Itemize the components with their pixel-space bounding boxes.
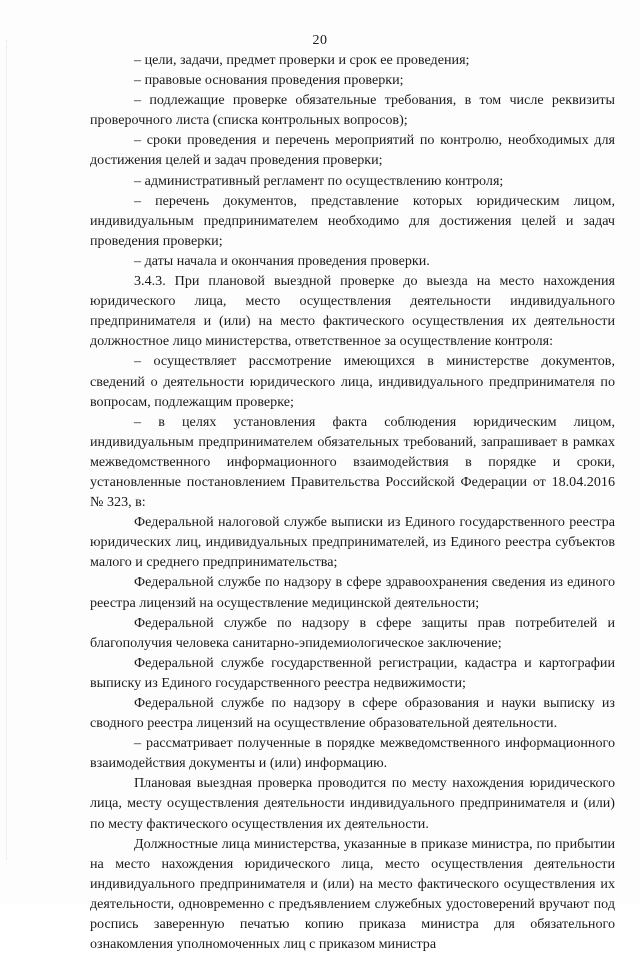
section-paragraph: 3.4.3. При плановой выездной проверке до выезда на место нахождения юридического лица, место осуществления деятельности индивидуального предпринимателя и (или) на место фактического осуществления их деятельности должностное лицо министерства, ответственное за осуществление контроля:	[90, 273, 615, 350]
paragraph: Плановая выездная проверка проводится по месту нахождения юридического лица, месту осуществления деятельности индивидуального предпринимателя и (или) по месту фактического осуществления их деятельности.	[90, 775, 615, 832]
paragraph: – даты начала и окончания проведения проверки.	[134, 252, 430, 269]
paragraph: Федеральной службе государственной регистрации, кадастра и картографии выписку из Единого государственного реестра недвижимости;	[90, 654, 615, 691]
paragraph: Федеральной службе по надзору в сфере образования и науки выписку из сводного реестра лицензий на осуществление образовательной деятельности.	[90, 695, 615, 732]
paragraph: – цели, задачи, предмет проверки и срок ее проведения;	[134, 52, 470, 68]
document-body	[90, 50, 615, 954]
scan-edge-marks	[6, 40, 9, 860]
paragraph: Должностные лица министерства, указанные в приказе министра, по прибытии на место нахождения юридического лица, место осуществления деятельности индивидуального предпринимателя и (или) на место фактического осуществления их деятельности, одновременно с предъявлением служебных удостоверений вручают под роспись заверенную печатью копию приказа министра для обязательного ознакомления уполномоченных лиц с приказом министра	[90, 835, 615, 953]
paragraph: – перечень документов, представление которых юридическим лицом, индивидуальным предпринимателем необходимо для достижения целей и задач проведения проверки;	[90, 192, 615, 249]
paragraph: – сроки проведения и перечень мероприятий по контролю, необходимых для достижения целей и задач проведения проверки;	[90, 132, 615, 169]
page-number: 20	[312, 33, 328, 48]
paragraph: Федеральной службе по надзору в сфере здравоохранения сведения из единого реестра лицензий на осуществление медицинской деятельности;	[90, 574, 615, 611]
paragraph: – рассматривает полученные в порядке межведомственного информационного взаимодействия документы и (или) информацию.	[90, 735, 615, 772]
paragraph: Федеральной налоговой службе выписки из Единого государственного реестра юридических лиц, индивидуальных предпринимателей, из Единого реестра субъектов малого и среднего предпринимательства;	[90, 514, 615, 571]
paragraph: – в целях установления факта соблюдения юридическим лицом, индивидуальным предпринимателем обязательных требований, запрашивает в рамках межведомственного информационного взаимодействия в порядке и сроки, установленные постановлением Правительства Российской Федерации от 18.04.2016 № 323, в:	[90, 413, 615, 511]
paragraph: – осуществляет рассмотрение имеющихся в министерстве документов, сведений о деятельности юридического лица, индивидуального предпринимателя по вопросам, подлежащим проверке;	[90, 353, 615, 410]
paragraph: – административный регламент по осуществлению контроля;	[134, 172, 504, 189]
paragraph: – правовые основания проведения проверки;	[134, 72, 404, 89]
paragraph: Федеральной службе по надзору в сфере защиты прав потребителей и благополучия человека санитарно-эпидемиологическое заключение;	[90, 614, 615, 651]
paragraph: – подлежащие проверке обязательные требования, в том числе реквизиты проверочного листа (списка контрольных вопросов);	[90, 92, 615, 129]
